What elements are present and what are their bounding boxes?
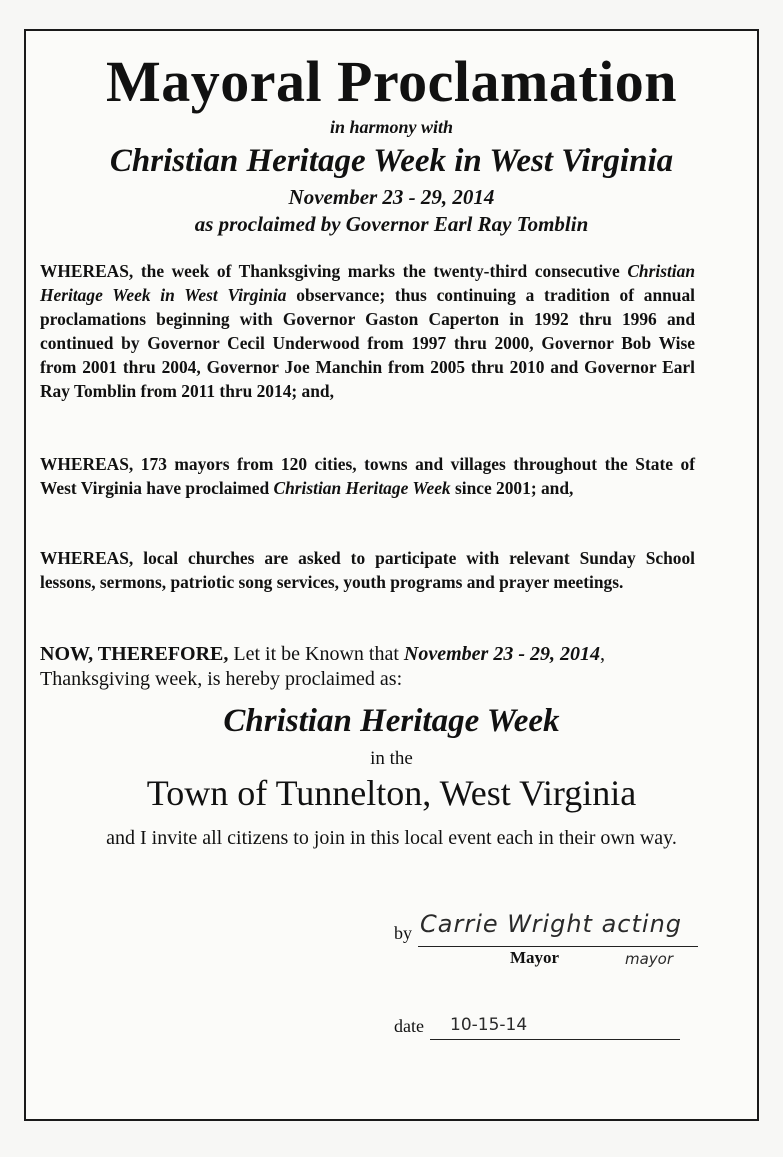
paragraph-text: observance; thus continuing a tradition of annual proclamations beginning with Governor Gaston Caperton in 1992 thru 1996 and continued by Governor Cecil Underwood from 1997 thru 2000, Governor Bob Wise from 2001 thru 2004, Governor Joe Manchin from 2005 thru 2010 and Governor Earl Ray Tomblin from 2011 thru 2014; and,: [40, 285, 696, 401]
date-label: date: [394, 1016, 424, 1036]
whereas-lead: WHEREAS,: [40, 261, 134, 281]
paragraph-italic: November 23 - 29, 2014: [403, 643, 600, 665]
now-therefore-lead: NOW, THEREFORE,: [40, 643, 229, 665]
by-label: by: [394, 923, 412, 943]
paragraph-text: , Thanksgiving week, is hereby proclaimed as:: [40, 643, 605, 690]
paragraph-text: since 2001; and,: [450, 478, 574, 498]
whereas-paragraph-2: [40, 452, 695, 500]
paragraph-text: local churches are asked to participate with relevant Sunday School lessons, sermons, patriotic song services, youth programs and prayer meetings.: [40, 548, 695, 592]
in-the-label: in the: [370, 748, 413, 769]
paragraph-text: Let it be Known that: [228, 643, 404, 665]
page-title: Mayoral Proclamation: [105, 49, 678, 114]
town-name: Town of Tunnelton, West Virginia: [146, 773, 637, 813]
mayor-label: Mayor: [510, 948, 560, 967]
governor-line: as proclaimed by Governor Earl Ray Tomblin: [194, 212, 589, 236]
invitation-line: and I invite all citizens to join in this local event each in their own way.: [106, 827, 677, 849]
harmony-subtitle: in harmony with: [329, 117, 454, 137]
proclaimed-name: Christian Heritage Week: [223, 703, 560, 739]
handwritten-role: mayor: [625, 950, 674, 968]
now-therefore-paragraph: [40, 642, 695, 692]
heritage-week-title: Christian Heritage Week in West Virginia: [109, 143, 674, 179]
whereas-paragraph-1: [40, 259, 695, 403]
handwritten-date: 10-15-14: [450, 1015, 528, 1035]
event-dates: November 23 - 29, 2014: [288, 185, 495, 209]
paragraph-italic: Christian Heritage Week: [273, 478, 451, 498]
paragraph-text: 173 mayors from 120 cities, towns and villages throughout the State of West Virginia have proclaimed: [40, 454, 695, 498]
whereas-paragraph-3: [40, 546, 695, 594]
paragraph-text: the week of Thanksgiving marks the twenty-third consecutive: [133, 261, 628, 281]
signature-line: [418, 946, 698, 947]
paragraph-italic: Christian Heritage Week in West Virginia: [40, 261, 695, 305]
date-line: [430, 1039, 680, 1040]
handwritten-signature: Carrie Wright acting: [420, 910, 683, 938]
whereas-lead: WHEREAS,: [40, 454, 134, 474]
whereas-lead: WHEREAS,: [40, 548, 134, 568]
